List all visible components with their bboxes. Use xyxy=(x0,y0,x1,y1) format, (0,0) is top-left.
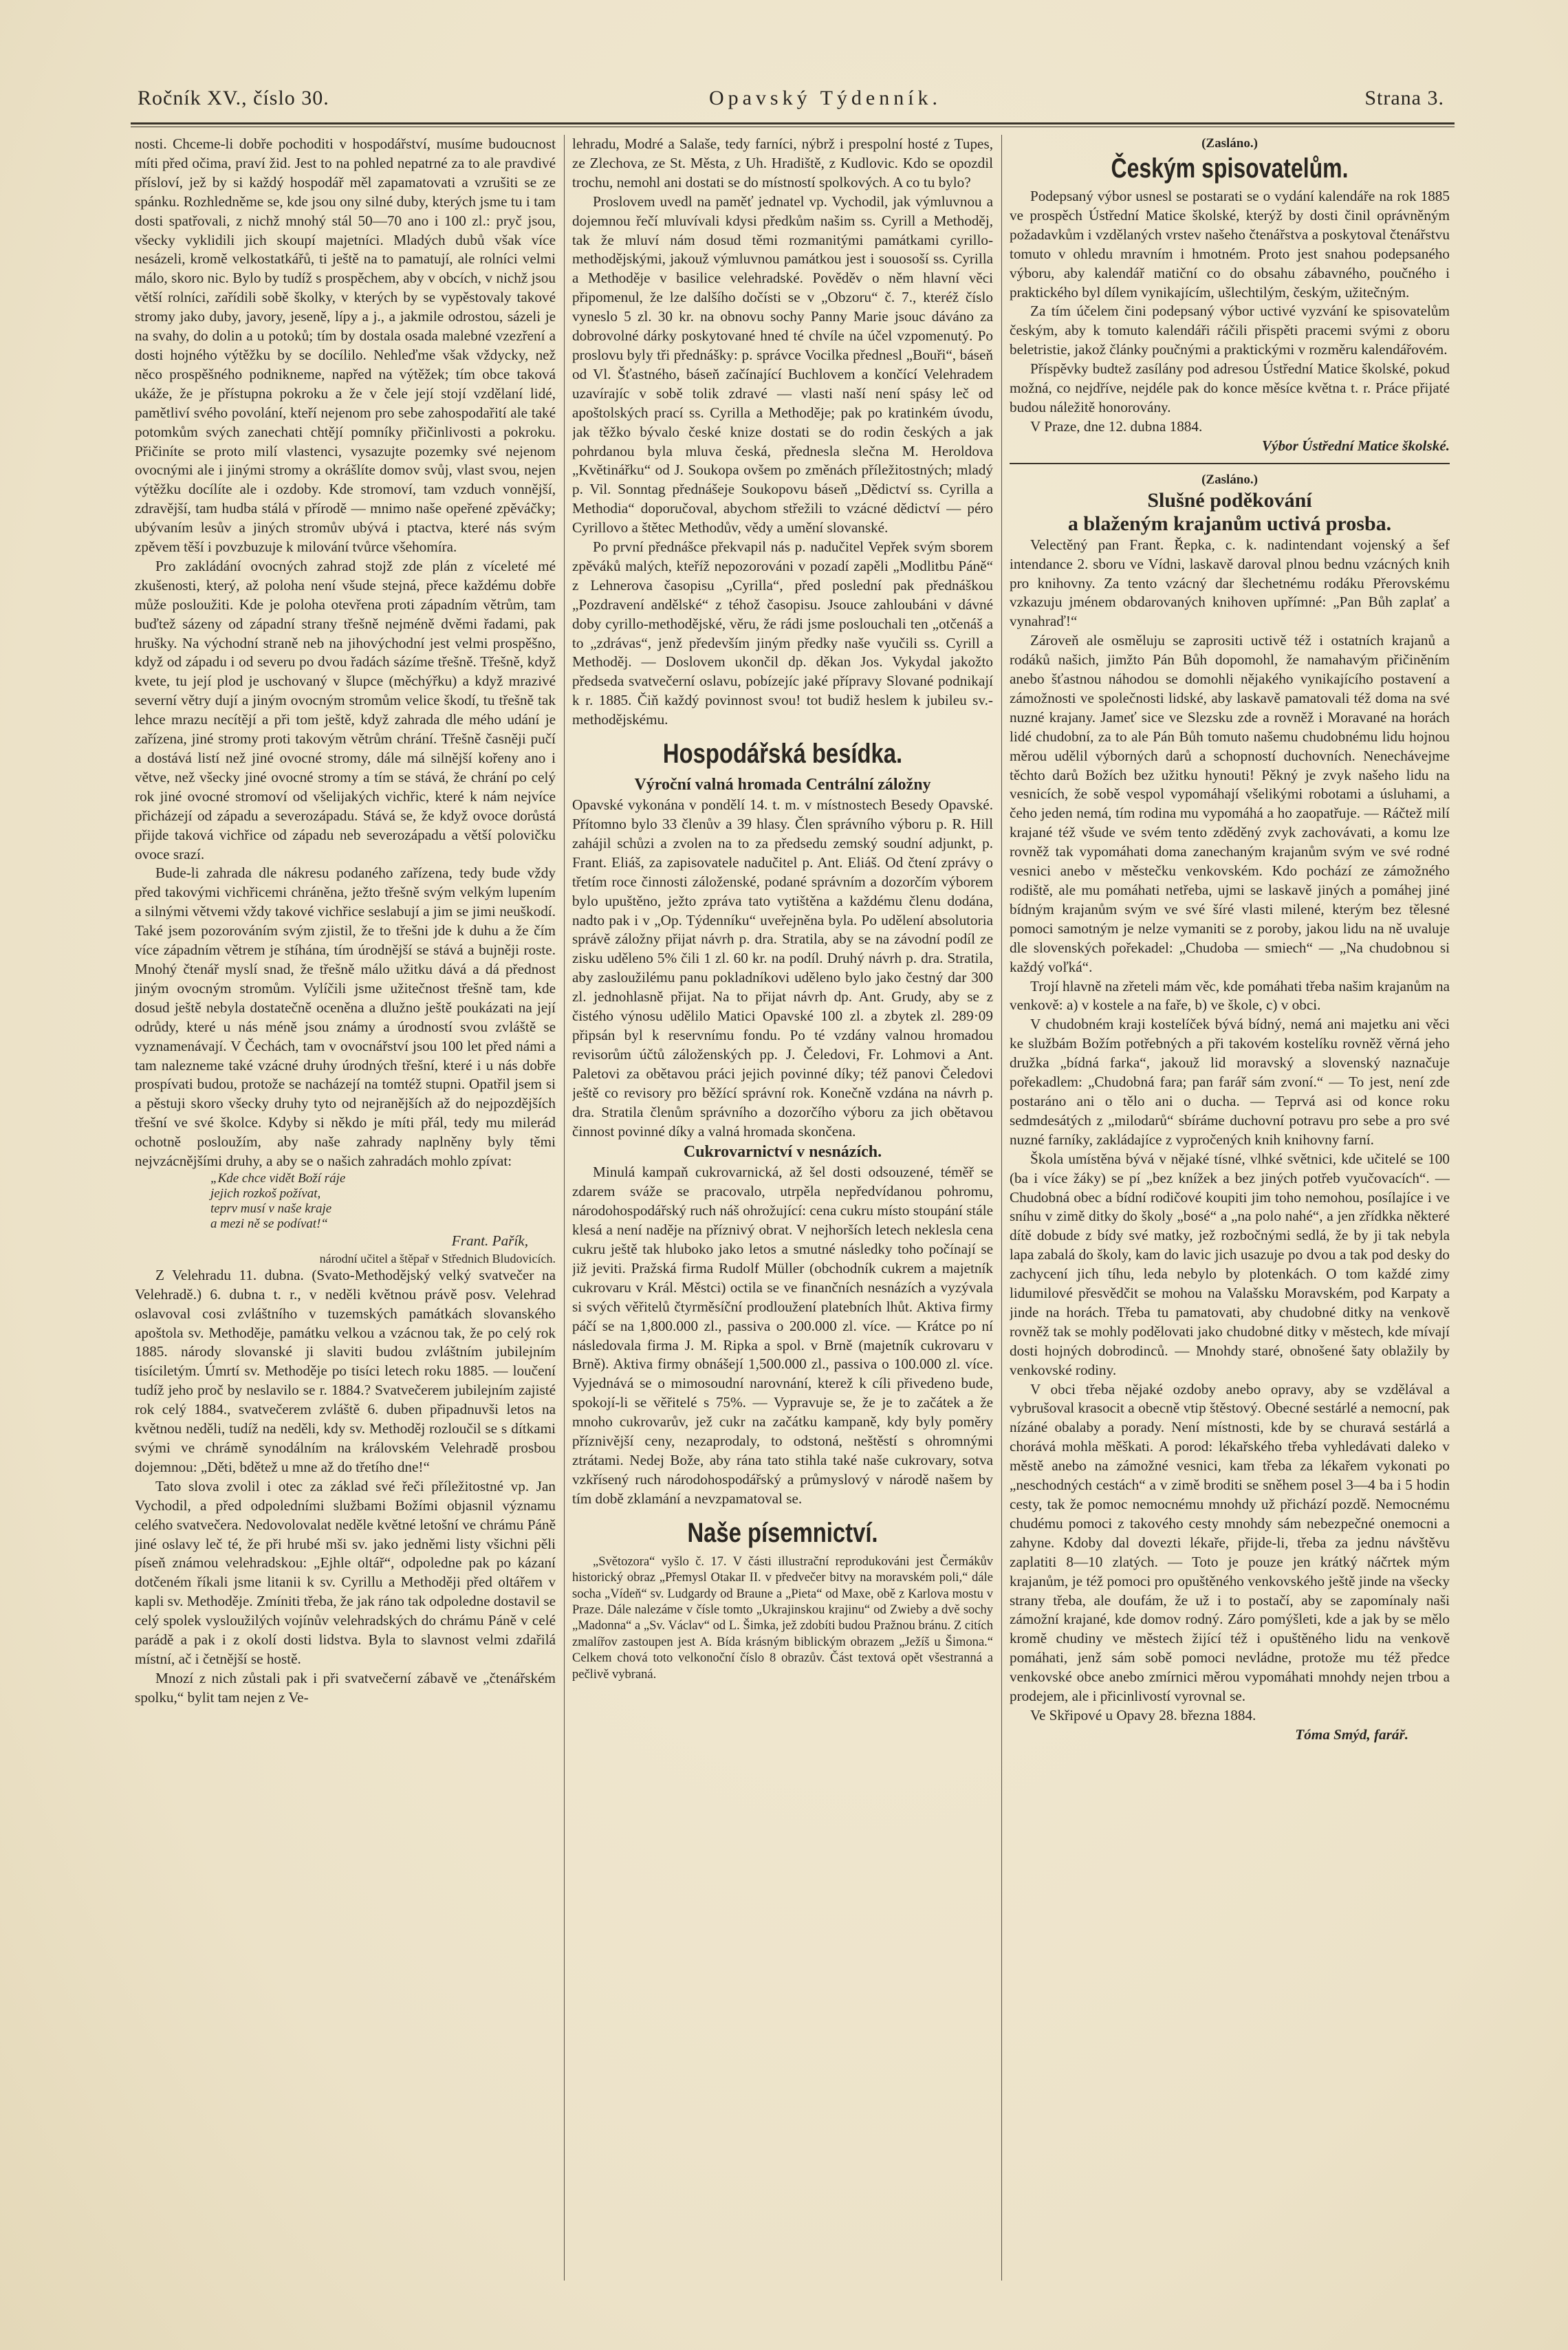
article-paragraph: Trojí hlavně na zřeteli mám věc, kde pomáhati třeba našim krajanům na venkově: a) v kostele a na faře, b) ve škole, c) v obci. xyxy=(1010,977,1450,1014)
header-rule xyxy=(131,122,1455,124)
article-paragraph: V obci třeba nějaké ozdoby anebo opravy, aby se vzdělával a vybrušoval krasocit a obecně vtip štěstový. Obecné sestárlé a nemocní, pak nízáné obalaby a porady. Není místnosti, kde by se churavá sestárlá a chorává mohla měškati. A porod: lékařského třeba vyhledávati daleko v městě anebo na zámožné vesnici, kam třeba za lékařem vykonati po „neschodných cestách“ a v zimě broditi se sněhem posel 3—4 ba i 5 hodin cesty, tak že pomoc nemocnému mnohdy už přichází pozdě. Nemocnému chudému pomoci z takového cesty mnohdy sám nebezpečné onemocni a zahyne. Kdoby dal dovezti lékaře, přijde-li, třeba za jednu návštěvu zaplatiti 8—10 zlatých. — Toto je pouze jen krátký náčrtek mým krajanům, je též pomoci pro opuštěného venkovského ještě jinde na všecky strany třeba, ale doufám, že už i to postačí, aby se zapomínaly naši zámožní krajané, kde domov rodný. Záro pomýšleti, kde a jak by se mělo kromě chudiny ve městech žijící též i opuštěného lidu na venkově pomáhati, jenž sám sobě pomoci nevládne, protože mu též předce venkovské obce anebo zmírnici měrou vypomáhati mnohdy nejen trbou a prodejem, ale i přicinlivostí vyrovnal se. xyxy=(1010,1380,1450,1705)
article-paragraph: nosti. Chceme-li dobře pochoditi v hospodářství, musíme budoucnost míti před očima, praví žid. Jest to na pohled nepatrné za to ale pravdivé přísloví, jež by si každý hospodář měl zapamatovati a vzrušiti se ze spánku. Rozhledněme se, kde jsou ony silné duby, kterých jsme tu i tam dosti spatřovali, z nichž mnohý stál 50—70 ano i 100 zl.: pryč jsou, všecky vyklidili jich skoupí majetníci. Mladých dubů však více nesázeli, kromě velkostatkářů, ti ještě na to pamatují, ale rolníci velmi málo, skoro nic. Bylo by tudíž s prospěchem, aby v obcích, v nichž jsou větší rolníci, zařídili sobě školky, v kterých by se vypěstovaly takové stromy jako duby, javory, jeseně, lípy a j., a jakmile odrostou, sázeli je na svahy, do dolin a u potoků; tím by dostala osada malebné vzezření a dosti hojného výtěžku by se docílilo. Nehleďme však vždycky, než něco prospěšného podnikneme, napřed na výtěžek; tím obce taková ukáže, že je přístupna pokroku a že v čele její stojí vzdělaní lidé, pamětliví svého povolání, kteří nejenom pro sebe zahospodařití ale také potomkům svých zanechati chtějí pomníky přičinlivosti a pokroku. Přičiníte se proto milí vlastenci, vysazujte pozemky své nejenom ovocnými ale i jinými stromy a okrášlíte domov svůj, vlast svou, nejen výtěžku docílíte ale i ozdoby. Kde stromoví, tam vzduch vonnější, zdravější, tam hudba stálá v přírodě — mnimo naše opeřené zpěváčky; ubývaním lesův a jiných stromův ubývá i ptactva, které nás svým zpěvem těší i povzbuzuje k milování tvůrce všehomíra. xyxy=(135,135,556,556)
article-paragraph: lehradu, Modré a Salaše, tedy farníci, nýbrž i prespolní hosté z Tupes, ze Zlechova, ze St. Města, z Uh. Hradiště, z Kudlovic. Kdo se opozdil trochu, nemohl ani dostati se do místností spolkových. A co tu bylo? xyxy=(572,135,993,191)
article-paragraph: Tato slova zvolil i otec za základ své řeči příležitostné vp. Jan Vychodil, a před odpoledními službami Božími objasnil významu celého svatvečera. Nedovolovalat neděle květné letošní ve chrámu Páně jiné oslavy leč té, že při hrubé mši sv. jako jedněmi listy všichni pěli píseň známou velehradskou: „Ejhle oltář“, odpoledne pak po kázaní dotčeném říkali jsme litanii k sv. Cyrillu a Methoději před oltářem v kapli sv. Methoděje. Zmíniti třeba, že jak ráno tak odpoledne dostavil se celý spolek vysloužilých vojínův velehradských do chrámu Páně v celé parádě a pak i z okolí dosti lidstva. Byla to slavnost velmi zdařilá místní, ač i četnější se hostě. xyxy=(135,1477,556,1667)
volume-issue: Ročník XV., číslo 30. xyxy=(138,87,329,109)
section-heading: Hospodářská besídka. xyxy=(662,739,903,770)
article-heading: Slušné poděkování xyxy=(1147,488,1312,512)
column-1 xyxy=(135,135,556,2287)
article-paragraph: Minulá kampaň cukrovarnická, až šel dosti odsouzené, téměř se zdarem sváže se pracovalo, utrpěla nepředvídanou pohromu, národohospodářský ruch náš ohrožující: cena cukru místo stoupání stále klesá a není naděje na příznivý obrat. V nejhorších letech neklesla cena cukru ještě tak hluboko jako letos a smutné následky toho počínají se již jeviti. Pražská firma Rudolf Müller (obchodník cukrem a majetník cukrovaru v Král. Městci) octila se ve finančních nesnázích a vyzývala si svých věřitelů čtyrměsíční prodloužení platebních lhůt. Aktiva firmy páčí se na 1,800.000 zl., passiva o 200.000 zl. více. — Krátce po ní následovala firma J. M. Ripka a spol. v Brně (majetník cukrovaru v Brně). Aktiva firmy obnášejí 1,500.000 zl., passiva o 100.000 zl. více. Vyjednává se o mimosoudní narovnání, kterež k cíli přivedeno bude, spokojí-li se věřitelé s 75%. — Vypravuje se, že je to začátek a že mnoho cukrovarův, jež cukr na začátku kampaně, kdy byly poměry příznivější ceny, nezaprodaly, to odstoná, neštěstí s ohromnými ztrátami. Nedej Bože, aby rána tato stihla také naše cukrovary, sotva vzkřísený ruch národohospodářský a průmyslový v národě našem by tím době zklamání a nevzpamatoval se. xyxy=(572,1164,993,1507)
article-paragraph: Za tím účelem čini podepsaný výbor uctivé vyzvání ke spisovatelům českým, aby k tomuto kalendáři ráčili přispěti pracemi svými z oboru beletristie, jakož články poučnými a praktickými v rozměru kalendářovém. xyxy=(1010,303,1450,358)
column-divider xyxy=(564,135,565,2281)
poem-quote: „Kde chce vidět Boží ráje jejich rozkoš požívat, teprv musí v naše kraje a mezi ně se podívat!“ xyxy=(210,1171,346,1231)
signature: Výbor Ústřední Matice školské. xyxy=(1261,437,1450,454)
article-subheading: Cukrovarnictví v nesnázích. xyxy=(683,1143,882,1162)
article-paragraph: Bude-li zahrada dle nákresu podaného zařízena, tedy bude vždy před takovými vichřicemi chráněna, ježto třešně svým velkým lupením a silnými větvemi vždy takové vichřice seslabují a jim se jimi neuškodí. Také jsem pozorováním svým zjistil, že to třešni jde k duhu a že čím více západním větrem je stíhána, tím úrodnější se stává a bujněji roste. Mnohý čtenář myslí snad, že třešně málo užitku dává a dá přednost jiným ovocným stromům. Vylíčili jsme užitečnost třešně tam, kde dosud ještě nebyla dostatečně oceněna a dlužno ještě poukázati na její odrůdy, které u nás méně jsou známy a úrodností svou zvláště se vyznamenávají. V Čechách, tam v ovocnářství jsou 100 let před námi a tam nalezneme také vzácné druhy úrodných třešní, které i u nás dobře prospívati budou, protože se nacházejí na tomtéž stupni. Opatřil jsem si a pěstuji skoro všecky druhy tyto od nejranějších až do nejpozdějších třešní ve své školce. Kdyby si někdo je míti přál, tedy mu milerád ochotně posloužím, aby naše zahrady naplněny byly těmi nejvzácnějšími druhy, a aby se o našich zahradách mohlo zpívat: xyxy=(135,864,556,1170)
article-paragraph: Příspěvky budtež zasílány pod adresou Ústřední Matice školské, pokud možná, co nejdříve, nejdéle pak do konce měsíce května t. r. Práce přijaté budou náležitě honorovány. xyxy=(1010,360,1450,415)
section-heading: Naše písemnictví. xyxy=(687,1517,878,1548)
article-paragraph: Velectěný pan Frant. Řepka, c. k. nadintendant vojenský a šef intendance 2. sboru ve Vídni, laskavě daroval plnou bednu vzácných knih pro knihovny. Za tento vzácný dar šlechetnému rodáku Přerovskému vzkazuju jménem obdarovaných knihoven upřímné: „Pan Bůh zaplať a vynahraď!“ xyxy=(1010,536,1450,630)
article-paragraph: Podepsaný výbor usnesl se postarati se o vydání kalendáře na rok 1885 ve prospěch Ústřední Matice školské, kterýž by dosti činil oprávněným požadavkům i vzdělaných vrstev našeho čtenářstva a poskytoval čtenářstvu tomuto v ohledu mravním i hmotném. Proto jest snahou podepsaného výboru, aby kalendář matiční co do obsahu zábavného, poučného i praktického byl dílem vynikajícím, ušlechtilým, českým, užitečným. xyxy=(1010,188,1450,301)
page-number: Strana 3. xyxy=(1364,87,1444,109)
article-paragraph: Proslovem uvedl na paměť jednatel vp. Vychodil, jak výmluvnou a dojemnou řečí mluvívali kdysi předkům našim ss. Cyrill a Methoděj, tak že mluví nám dosud těmi rozmanitými památkami cyrillo-methodějskými, jakouž výmluvnou památkou jest i souosoší ss. Cyrilla a Methoděje v basilice velehradské. Pověděv o něm hlavní věci připomenul, že lze dalšího dočísti se v „Obzoru“ č. 7., kteréž číslo vyneslo 5 zl. 30 kr. na obnovu sochy Panny Marie jsouc dáváno za dobrovolné dárky poskytované hned té chvíle na účel vzpomenutý. Po proslovu byly tři přednášky: p. správce Vocilka přednesl „Bouři“, báseň od Vl. Šťastného, báseň začínající Buchlovem a končící Velehradem uzavírajíc v sobě tolik zdravé — vlasti naší není spásy leč od apoštolských prací ss. Cyrilla a Methoděje; pak po kratinkém úvodu, jak těžko bývalo české knize dostati se do rodin českých a jak pohrdanou byla mluva česká, přednesla slečna M. Heroldova „Květinářku“ od J. Soukopa ovšem po změnách příležitostných; mladý p. Vil. Sonntag přednášeje Soukopovu báseň „Dědictví ss. Cyrilla a Methodia“ doporučoval, abychom střežili to vzácné dědictví — péro Cyrillovo a štětec Methodův, vědy a umění slovanské. xyxy=(572,193,993,536)
article-paragraph: Škola umístěna bývá v nějaké tísné, vlhké světnici, kde učitelé se 100 (ba i více žáky) se pí „bez knížek a bez jiných potřeb vyučovacích“. — Chudobná obec a bídní rodičové koupiti jim toho nemohou, posílajíce i ve sníhu v zimě ditky do školy „bosé“ a „na polo nahé“, a jen zřídkka některé dítě dobude z bídy své matky, jež rozbočnými sedlá, že by ji tak nebyla lapa zabalá do školy, kam do lavic jich usazuje po dvou a tak pod desky do zachycení jich tíhu, leda nebylo by plotenkách. O tom každé zimy lidumilové přesvědčit se mohou na Valašsku Moravském, pod Karpaty a jinde na horách. Třeba tu pamatovati, aby chudobné ditky na venkově rovněž tak se mohly podělovati jako chudobné ditky v městech, kde mívají dosti hojných dobrodinců. — Mnohdy staré, obnošené šaty oblažily by venkovské rodiny. xyxy=(1010,1150,1450,1378)
article-paragraph: „Světozora“ vyšlo č. 17. V části illustrační reprodukováni jest Čermákův historický obraz „Přemysl Otakar II. v předvečer bitvy na moravském poli,“ dále socha „Vídeň“ sv. Ludgardy od Braune a „Pieta“ od Maxe, obě z Karlova mostu v Praze. Dále nalezáme v čísle tomto „Ukrajinskou krajinu“ od Zwieby a dvě sochy „Madonna“ a „Sv. Václav“ od L. Šimka, jež zdobíti budou Pražnou bránu. Z citích zmalířov zastoupen jest A. Bída krásným biblickým obrazem „Ježíš u Šimona.“ Celkem chová toto velkonoční číslo 8 obrazův. Část textová opět všestranná a pečlivě vybraná. xyxy=(572,1554,993,1682)
signature: Tóma Smýd, farář. xyxy=(1295,1726,1408,1743)
submitted-label: (Zasláno.) xyxy=(1201,472,1258,487)
page-header xyxy=(138,81,1444,120)
column-2 xyxy=(572,135,993,2287)
column-3 xyxy=(1010,135,1450,2287)
article-paragraph: V chudobném kraji kostelíček bývá bídný, nemá ani majetku ani věci ke službám Božím potřebných a při takovém kostelíku rovněž věrná jeho družka „bídná farka“, jakouž lid moravský a slovenský naznačuje pořekadlem: „Chudobná fara; pan farář sám zvoní.“ — To jest, není zde postaráno ani o tělo ani o ducha. — Teprvá asi od konce roku sedmdesátých z „milodarů“ sbíráme duchovní potravu pro sebe a pro své nuzné farníky, zakládajíce z vypročených knih knihovny farní. xyxy=(1010,1016,1450,1148)
dateline: Ve Skřipové u Opavy 28. března 1884. xyxy=(1030,1706,1256,1723)
article-paragraph: Po první přednášce překvapil nás p. nadučitel Vepřek svým sborem zpěváků malých, kteříž nepozorováni v pozadí zapěli „Modlitbu Páně“ z Lehnerova časopisu „Cyrilla“, před poslední pak přednáškou „Pozdravení andělské“ z téhož časopisu. Jsouce zahloubáni v dávné doby cyrillo-methodějské, věru, že rádi jsme poslouchali ten „otčenáš a to „zdrávas“, jenž především jiným předky naše vyučili ss. Cyrill a Methoděj. — Doslovem ukončil dp. děkan Jos. Vykydal jakožto předseda svatvečerní oslavu, pobízejíc jaké přípravy Slované podnikají k r. 1885. Čiň každý povinnost svou! tot budiž heslem k jubileu sv.-methodějskému. xyxy=(572,538,993,728)
dateline: V Praze, dne 12. dubna 1884. xyxy=(1030,417,1203,435)
article-heading: a blaženým krajanům uctivá prosba. xyxy=(1067,512,1392,535)
article-paragraph: Mnozí z nich zůstali pak i při svatvečerní zábavě ve „čtenářském spolku,“ bylit tam nejen z Ve- xyxy=(135,1669,556,1706)
column-divider xyxy=(1001,135,1002,2281)
article-paragraph: Pro zakládání ovocných zahrad stojž zde plán z víceleté mé zkušenosti, který, až poloha není všude stejná, přece každému dobře může posloužiti. Kde je poloha otevřena proti západním větrům, tam buďtež sázeny od západní strany třešně nejméně dvěmi řadami, pak hrušky. Na východní straně neb na jihovýchodní jest velmi prospěšno, když od západu i od severu po dvou řadách sázíme třešně. Třešně, když kvete, tu její plod je uschovaný v šlupce (měchýřku) a když mrazivé severní větry dují a jiným ovocným stromům velice škodí, tu třešně tak lehce mrazu necítějí a při tom ještě, když zahrada dle mého udání je zařízena, jiné stromy proti takovým větrům chrání. Třešně časněji pučí a dostává listí než jiné ovocné stromy, dále má silnější kořeny ano i větve, než všecky jiné ovocné stromy a tím se stává, že chrání po celý rok jiné ovocné stromoví od všelijakých vichřic, které k nám nejvíce přicházejí od západu a severozápadu. Stává se, že když ovoce dorůstá přijde taková vichřice od západu neb severozápadu a větší polovičku ovoce srazí. xyxy=(135,557,556,862)
article-paragraph: Z Velehradu 11. dubna. (Svato-Methodějský velký svatvečer na Velehradě.) 6. dubna t. r., v neděli květnou právě posv. Velehrad oslavoval cosi zvláštního v tuzemských památkách slovanského apoštola sv. Methoděje, památku velkou a vzácnou tak, že po celý rok 1885. národy slovanské ji slaviti budou zvláštním jubilejním tisíciletým. Úmrtí sv. Methoděje po tisíci letech roku 1885. — loučení tudíž jeho proč by neslavilo se r. 1884.? Svatvečerem jubilejním zajisté rok celý 1884., svatvečerem zvláště 6. duben připadnuvši letos na květnou neděli, tudíž na neděli, kdy sv. Methoděj rozloučil se s dítkami svými ve chrámě synodálním na královském Velehradě prosbou dojemnou: „Děti, bdětež u mne až do třetího dne!“ xyxy=(135,1266,556,1475)
article-subheading: Výroční valná hromada Centrální záložny xyxy=(634,776,931,794)
submitted-label: (Zasláno.) xyxy=(1201,136,1258,151)
divider xyxy=(1010,463,1450,464)
article-heading: Českým spisovatelům. xyxy=(1111,153,1349,184)
article-paragraph: Zároveň ale osměluju se zaprositi uctivě též i ostatních krajanů a rodáků našich, jimžto Pán Bůh dopomohl, že namahavým přičiněním anebo šťastnou náhodou se domohli nějakého vynikajícího postavení a zámožnosti ve společnosti lidské, aby laskavě pamatovali též doma na své nuzné krajany. Jameť sice ve Slezsku zde a rovněž i Moravané na horách lidé chudobní, za to ale Pán Bůh tomuto našemu chudobnému lidu hojnou měrou udělil výborných darů a schopností duchovních. Nenechávejme těchto darů Božích bez užitku hynouti! Pěkný je zvyk našeho lidu na vesnicích, že sobě vespol vypomáhají všelikými robotami a úsluhami, a čeho jeden nemá, tím rodina mu vypomáhá a ho zaopatřuje. — Ráčtež milí krajané též všude ve svém tento zděděný zvyk zachovávati, a komu lze rovněž tak vypomáhati doma zanechaným krajanům svým ve své rodné vesnici anebo v městečku venkovském. Kdo pochází ze zámožného rodiště, ale mu pomáhati netřeba, ujmi se laskavě jiných a pomáhej jiné bídným krajanům svým ve své šíré vlasti milené, kterým bez tělesné pomoci samotným je nelze vymaniti se z poroby, jakou lidu na ně uvaluje dle slovenských pořekadel: „Chudoba — smiech“ — „Na chudobnou si každý voľká“. xyxy=(1010,632,1450,975)
author-title: národní učitel a štěpař v Střednich Bludovicích. xyxy=(319,1251,556,1265)
newspaper-title: Opavský Týdenník. xyxy=(708,87,942,109)
author-signature: Frant. Pařík, xyxy=(451,1232,528,1249)
article-paragraph: Opavské vykonána v pondělí 14. t. m. v místnostech Besedy Opavské. Přítomno bylo 33 členův a 39 hlasy. Člen správního výboru p. R. Hill zahájil schůzi a zvolen na to za předsedu zemský soudní adjunkt, p. Frant. Eliáš, za zapisovatele nadučitel p. Ant. Eliáš. Od čtení zprávy o třetím roce činnosti záloženské, podané správním a dozorčím výborem bylo upuštěno, ježto zpráva tato vytištěna a každému členu dodána, nadto pak i v „Op. Týdenníku“ uveřejněna byla. Po udělení absolutoria správě záložny přijat návrh p. dra. Stratila, aby se na závodní podíl ze zisku uděleno 5% čili 1 zl. 60 kr. na podíl. Druhý návrh p. dra. Stratila, aby zasloužilému panu pokladníkovi uděleno bylo jako čestný dar 300 zl. jednohlasně přijat. Na to přijat návrh dp. Ant. Grudy, aby se z čistého výnosu udělilo Matici Opavské 100 zl. a zbytek zl. 289·09 připsán byl k reservnímu fondu. Po té vzdány valnou hromadou revisorům účtů záloženských pp. J. Čeledovi, Fr. Lohmovi a Ant. Paletovi za obětavou práci jejich povinné díky; též panovi Čeledovi ještě co revisory pro běžící správní rok. Konečně vzdána na návrh p. dra. Stratila členům správního a dozorčího výboru za jich obětavou činnost povinné díky a valná hromada skončena. xyxy=(572,796,993,1140)
